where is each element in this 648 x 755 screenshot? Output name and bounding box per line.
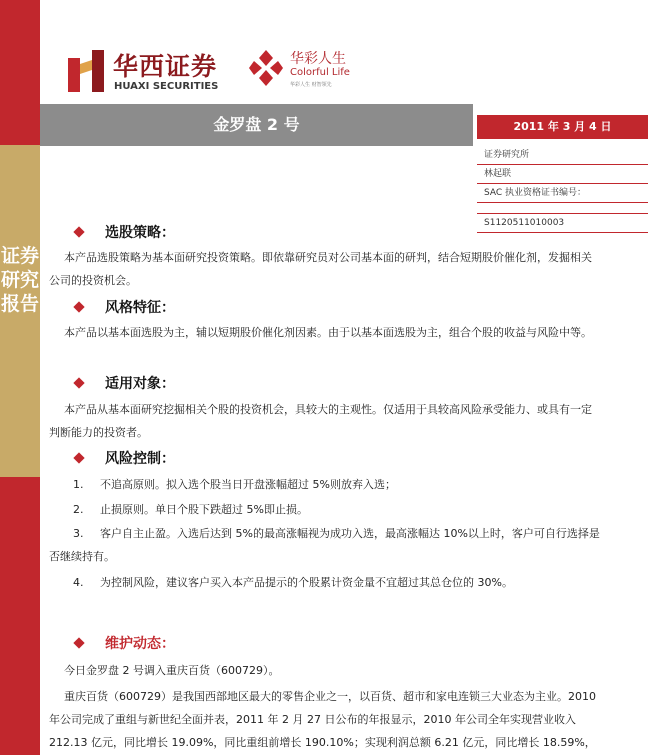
report-date: 2011 年 3 月 4 日 bbox=[477, 115, 648, 139]
department: 证券研究所 bbox=[477, 146, 648, 165]
diamond-bullet-icon bbox=[73, 452, 84, 463]
report-type-label: 证券研究报告 bbox=[0, 245, 39, 315]
diamond-bullet-icon bbox=[73, 226, 84, 237]
colorful-life-english-name: Colorful Life bbox=[290, 67, 350, 78]
maintenance-paragraph: 重庆百货（600729）是我国西部地区最大的零售企业之一，以百货、超市和家电连锁三大业态为主业。2010 年公司完成了重组与新世纪全面并表，2011 年 2 月 27 日公布的年报显示，2010 年公司全年实现营业收入 212.13 亿元，同比增长 19.09%，同比重组前增长 190.10%；实现利润总额 6.21 亿元，同比增长 18.59%， bbox=[49, 690, 596, 749]
diamond-bullet-icon bbox=[73, 301, 84, 312]
section-title: 适用对象： bbox=[105, 376, 175, 392]
info-spacer-row bbox=[477, 203, 648, 214]
risk-item: 4. 为控制风险，建议客户买入本产品提示的个股累计资金量不宜超过其总仓位的 30%。 bbox=[73, 576, 513, 589]
section-paragraph: 本产品以基本面选股为主，辅以短期股价催化剂因素。由于以基本面选股为主，组合个股的收益与风险中等。 bbox=[64, 326, 592, 339]
huaxi-logo-icon bbox=[66, 50, 106, 92]
section-title: 维护动态： bbox=[105, 636, 175, 652]
risk-item: 3. 客户自主止盈。入选后达到 5%的最高涨幅视为成功入选，最高涨幅达 10%以上时，客户可自行选择是否继续持有。 bbox=[49, 527, 600, 563]
risk-item: 1. 不追高原则。拟入选个股当日开盘涨幅超过 5%则放弃入选； bbox=[73, 478, 396, 491]
analyst-name: 林起联 bbox=[477, 165, 648, 184]
analyst-info bbox=[477, 146, 648, 233]
report-title: 金罗盘 2 号 bbox=[213, 115, 300, 134]
colorful-life-slogan: 华彩人生 财智领先 bbox=[290, 82, 332, 88]
section-title: 风险控制： bbox=[105, 451, 175, 467]
huaxi-english-name: HUAXI SECURITIES bbox=[114, 81, 219, 92]
risk-item: 2. 止损原则。单日个股下跌超过 5%即止损。 bbox=[73, 503, 308, 516]
colorful-life-chinese-name: 华彩人生 bbox=[290, 51, 346, 67]
section-title: 选股策略： bbox=[105, 225, 175, 241]
diamond-bullet-icon bbox=[73, 637, 84, 648]
huaxi-chinese-name: 华西证券 bbox=[113, 52, 218, 81]
section-title: 风格特征： bbox=[105, 300, 175, 316]
certificate-label: SAC 执业资格证书编号： bbox=[477, 184, 648, 203]
section-paragraph: 本产品从基本面研究挖掘相关个股的投资机会，具较大的主观性。仅适用于具较高风险承受能力、或具有一定判断能力的投资者。 bbox=[49, 403, 592, 439]
section-paragraph: 本产品选股策略为基本面研究投资策略。即依靠研究员对公司基本面的研判，结合短期股价催化剂，发掘相关公司的投资机会。 bbox=[49, 251, 592, 287]
diamond-bullet-icon bbox=[73, 377, 84, 388]
colorful-life-logo-icon bbox=[249, 48, 283, 88]
certificate-number: S1120511010003 bbox=[477, 214, 648, 233]
maintenance-paragraph: 今日金罗盘 2 号调入重庆百货（600729）。 bbox=[64, 664, 280, 677]
